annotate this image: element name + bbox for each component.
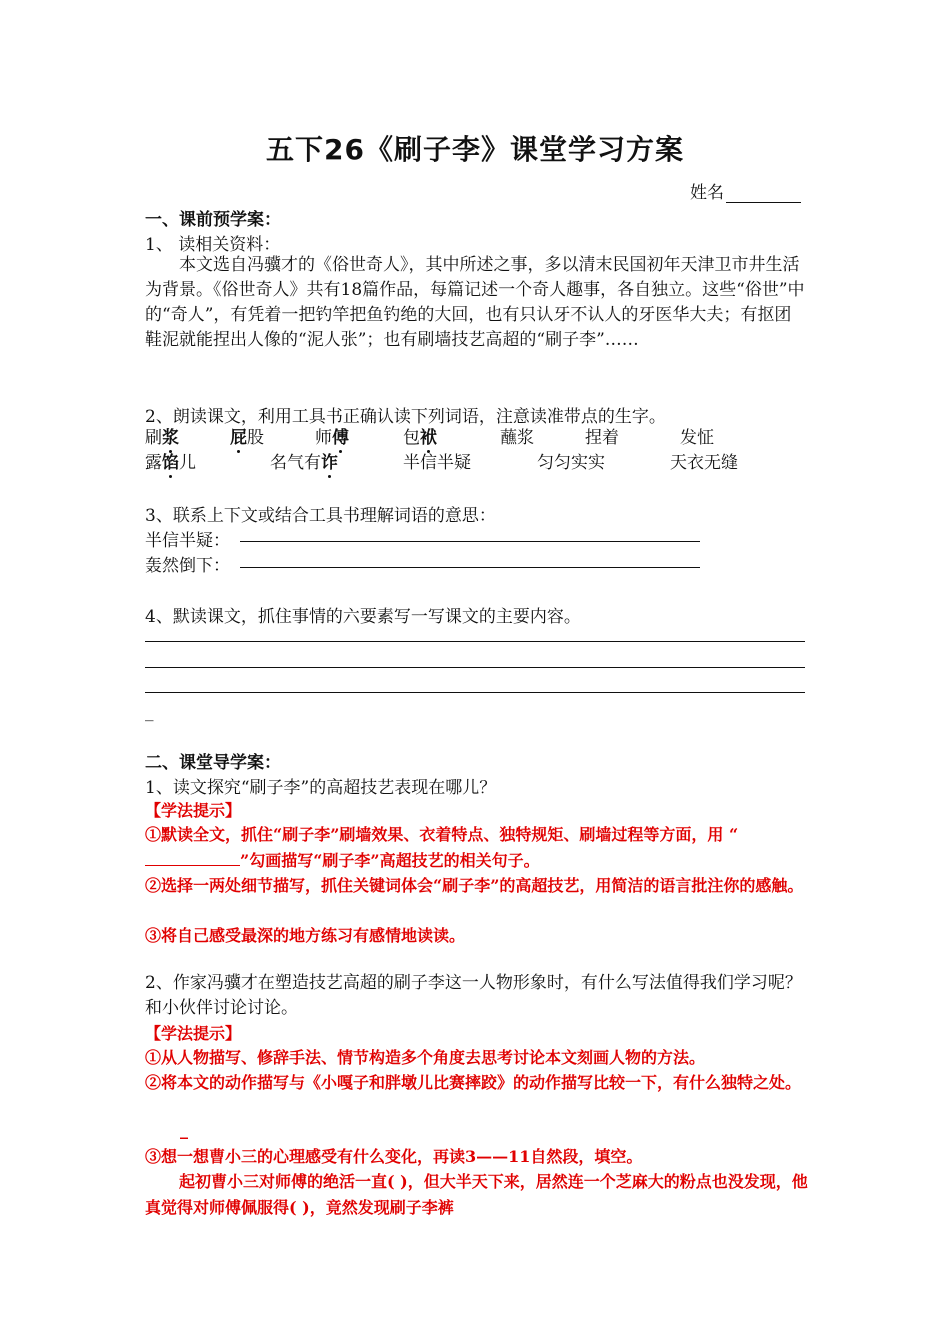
dotted-character: 诈 — [321, 453, 338, 473]
answer-line-1[interactable] — [240, 541, 700, 542]
vocab-word — [403, 423, 437, 448]
vocab-word — [145, 423, 179, 448]
vocab-word — [670, 448, 738, 473]
tip-label-1: 【学法提示】 — [145, 801, 242, 820]
tip-1-part-a: ①默读全文，抓住“刷子李”刷墙效果、衣着特点、独特规矩、刷墙过程等方面，用 “ — [145, 825, 739, 844]
vocab-word — [270, 448, 338, 473]
vocab-word — [585, 423, 619, 448]
vocab-text: 名气有 — [270, 453, 321, 473]
section2-heading: 二、课堂导学案： — [145, 753, 281, 773]
vocab-text: 匀匀实实 — [537, 453, 605, 473]
section2-q1: 1、读文探究“刷子李”的高超技艺表现在哪儿？ — [145, 778, 497, 798]
tip-4: ①从人物描写、修辞手法、情节构造多个角度去思考讨论本文刻画人物的方法。 — [145, 1048, 706, 1067]
name-label: 姓名 — [690, 183, 724, 203]
stray-underscore: _ — [145, 702, 154, 722]
vocab-word — [537, 448, 605, 473]
tip-5: ②将本文的动作描写与《小嘎子和胖墩儿比赛摔跤》的动作描写比较一下，有什么独特之处。 — [145, 1073, 802, 1092]
vocab-text: 发怔 — [680, 428, 714, 448]
vocab-text: 刷 — [145, 428, 162, 448]
tip-label-2: 【学法提示】 — [145, 1024, 242, 1043]
stray-underscore-2: _ — [180, 1120, 188, 1139]
vocab-text: 股 — [247, 428, 264, 448]
section1-q4: 4、默读课文，抓住事情的六要素写一写课文的主要内容。 — [145, 607, 581, 627]
section1-q1: 1、 读相关资料： — [145, 235, 281, 255]
dotted-character: 傅 — [332, 428, 349, 448]
section1-q2: 2、朗读课文，利用工具书正确认读下列词语，注意读准带点的生字。 — [145, 407, 666, 427]
term-label-2: 轰然倒下： — [145, 556, 230, 576]
fill-in-blank-paragraph: 起初曹小三对师傅的绝活一直( )，但大半天下来，居然连一个芝麻大的粉点也没发现，他真觉得对师傅佩服得( )，竟然发现刷子李裤 — [145, 1172, 808, 1217]
summary-line-1[interactable] — [145, 641, 805, 642]
vocab-text: 师 — [315, 428, 332, 448]
tip-1-part-b: ”勾画描写“刷子李”高超技艺的相关句子。 — [240, 851, 540, 870]
answer-line-2[interactable] — [240, 567, 700, 568]
vocab-text: 包 — [403, 428, 420, 448]
dotted-character: 馅 — [162, 453, 179, 473]
vocab-text: 蘸浆 — [500, 428, 534, 448]
vocab-text: 半信半疑 — [403, 453, 471, 473]
dotted-character: 屁 — [230, 428, 247, 448]
tip-1 — [145, 822, 810, 874]
summary-line-2[interactable] — [145, 667, 805, 668]
dotted-character: 袱 — [420, 428, 437, 448]
vocab-text: 捏着 — [585, 428, 619, 448]
vocab-text: 天衣无缝 — [670, 453, 738, 473]
vocab-word — [680, 423, 714, 448]
dotted-character: 浆 — [162, 428, 179, 448]
vocab-word — [230, 423, 264, 448]
vocab-word — [500, 423, 534, 448]
section2-q2: 2、作家冯骥才在塑造技艺高超的刷子李这一人物形象时，有什么写法值得我们学习呢？和小伙伴讨论讨论。 — [145, 973, 802, 1018]
vocab-word — [315, 423, 349, 448]
tip-6: ③想一想曹小三的心理感受有什么变化，再读3——11自然段，填空。 — [145, 1147, 643, 1166]
page-title: 五下26《刷子李》课堂学习方案 — [266, 133, 684, 166]
tip-3: ③将自己感受最深的地方练习有感情地读读。 — [145, 926, 466, 945]
tip-1-blank — [145, 851, 240, 866]
vocab-text: 露 — [145, 453, 162, 473]
vocab-text: 儿 — [179, 453, 196, 473]
tip-2: ②选择一两处细节描写，抓住关键词体会“刷子李”的高超技艺，用简洁的语言批注你的感触。 — [145, 876, 804, 895]
name-field — [690, 178, 801, 203]
section1-heading: 一、课前预学案： — [145, 210, 281, 230]
name-blank[interactable] — [726, 186, 801, 203]
term-label-1: 半信半疑： — [145, 531, 230, 551]
vocab-word — [145, 448, 196, 473]
summary-line-3[interactable] — [145, 692, 805, 693]
vocab-word — [403, 448, 471, 473]
section1-q3: 3、联系上下文或结合工具书理解词语的意思： — [145, 506, 496, 526]
reading-passage: 本文选自冯骥才的《俗世奇人》，其中所述之事，多以清末民国初年天津卫市井生活为背景。《俗世奇人》共有18篇作品，每篇记述一个奇人趣事，各自独立。这些“俗世”中的“奇人”，有凭着一把钓竿把鱼钓绝的大回，也有只认牙不认人的牙医华大夫；有抠团鞋泥就能捏出人像的“泥人张”；也有刷墙技艺高超的“刷子李”…… — [145, 255, 805, 350]
